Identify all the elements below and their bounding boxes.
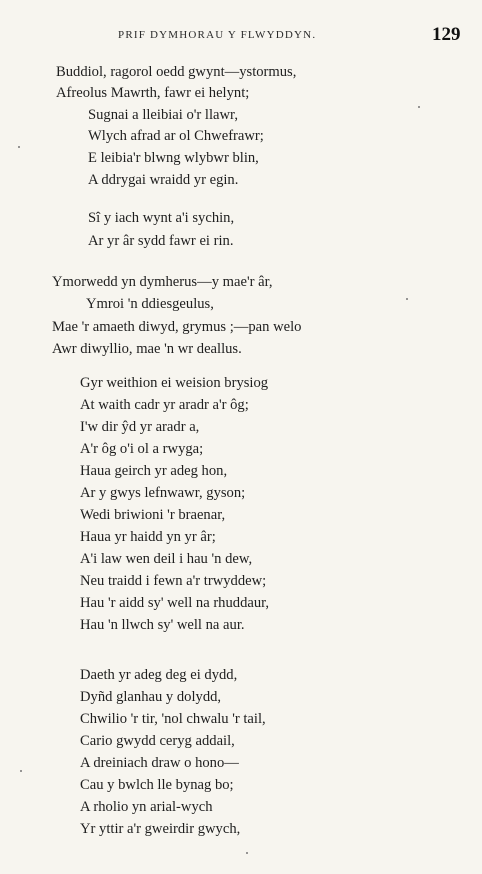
paper-speck <box>18 146 20 148</box>
verse-line: A rholio yn arial-wych <box>80 799 213 815</box>
verse-line: Yr yttir a'r gweirdir gwych, <box>80 821 241 837</box>
verse-line: At waith cadr yr aradr a'r ôg; <box>80 397 249 413</box>
verse-line: Sî y iach wynt a'i sychin, <box>88 210 235 226</box>
page-number: 129 <box>432 24 461 45</box>
verse-line: Ymroi 'n ddiesgeulus, <box>86 296 214 312</box>
running-header <box>0 24 482 52</box>
verse-line: Sugnai a lleibiai o'r llawr, <box>88 107 238 123</box>
verse-line: Haua geirch yr adeg hon, <box>80 463 228 479</box>
verse-line: Ar yr âr sydd fawr ei rin. <box>88 233 234 249</box>
verse-line: Cario gwydd ceryg addail, <box>80 733 235 749</box>
verse-line: Buddiol, ragorol oedd gwynt—ystormus, <box>56 64 297 80</box>
verse-line: A'i law wen deil i hau 'n dew, <box>80 551 253 567</box>
verse-line: Chwilio 'r tir, 'nol chwalu 'r tail, <box>80 711 266 727</box>
verse-line: I'w dir ŷd yr aradr a, <box>80 419 200 435</box>
verse-line: Ymorwedd yn dymherus—y mae'r âr, <box>52 274 273 290</box>
verse-line: Haua yr haidd yn yr âr; <box>80 529 216 545</box>
paper-speck <box>418 106 420 108</box>
verse-line: A ddrygai wraidd yr egin. <box>88 172 239 188</box>
paper-speck <box>20 770 22 772</box>
verse-line: Afreolus Mawrth, fawr ei helynt; <box>56 85 250 101</box>
verse-line: Awr diwyllio, mae 'n wr deallus. <box>52 341 242 357</box>
verse-line: Hau 'n llwch sy' well na aur. <box>80 617 245 633</box>
running-title: PRIF DYMHORAU Y FLWYDDYN. <box>118 29 317 41</box>
verse-line: Daeth yr adeg deg ei dydd, <box>80 667 238 683</box>
verse-line: A'r ôg o'i ol a rwyga; <box>80 441 204 457</box>
verse-line: Hau 'r aidd sy' well na rhuddaur, <box>80 595 270 611</box>
verse-line: A dreiniach draw o hono— <box>80 755 239 771</box>
verse-line: Neu traidd i fewn a'r trwyddew; <box>80 573 267 589</box>
verse-line: Cau y bwlch lle bynag bo; <box>80 777 234 793</box>
paper-speck <box>246 852 248 854</box>
verse-line: Wedi briwioni 'r braenar, <box>80 507 226 523</box>
paper-speck <box>406 298 408 300</box>
verse-line: Gyr weithion ei weision brysiog <box>80 375 269 391</box>
verse-line: E leibia'r blwng wlybwr blin, <box>88 150 259 166</box>
verse-line: Wlych afrad ar ol Chwefrawr; <box>88 128 264 144</box>
verse-line: Dyñd glanhau y dolydd, <box>80 689 222 705</box>
verse-line: Ar y gwys lefnwawr, gyson; <box>80 485 246 501</box>
verse-line: Mae 'r amaeth diwyd, grymus ;—pan welo <box>52 319 302 335</box>
